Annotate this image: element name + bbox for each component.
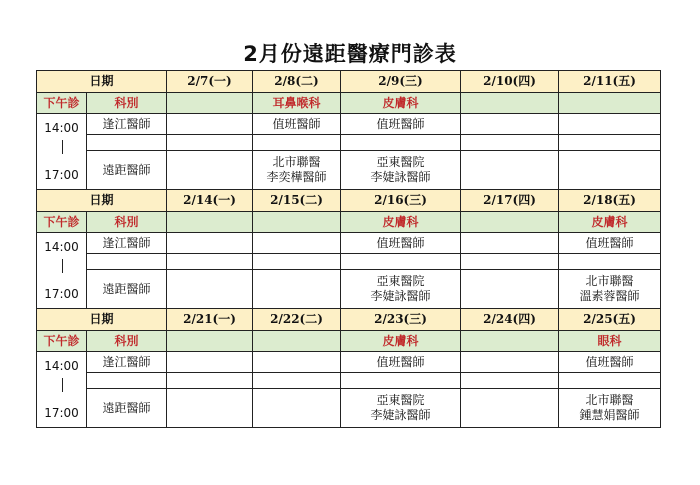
- date-cell: 2/7(一): [167, 71, 253, 93]
- date-row: [37, 190, 661, 212]
- local-row: [37, 352, 661, 373]
- remote-cell: [341, 270, 461, 309]
- spacer-cell: [461, 135, 559, 151]
- remote-cell: [167, 389, 253, 428]
- local-cell: 值班醫師: [341, 352, 461, 373]
- date-label: 日期: [37, 309, 167, 331]
- hospital-name: 亞東醫院: [376, 155, 425, 169]
- spacer-cell: [167, 373, 253, 389]
- spacer-cell: [461, 373, 559, 389]
- dept-label: 科別: [87, 93, 167, 114]
- doctor-name: 溫素蓉醫師: [579, 289, 640, 303]
- date-cell: 2/9(三): [341, 71, 461, 93]
- local-cell: [253, 352, 341, 373]
- remote-cell: [341, 389, 461, 428]
- date-cell: 2/16(三): [341, 190, 461, 212]
- local-cell: 值班醫師: [253, 114, 341, 135]
- remote-cell: [253, 270, 341, 309]
- spacer-cell: [253, 254, 341, 270]
- date-label: 日期: [37, 190, 167, 212]
- local-doctor-label: 逢江醫師: [87, 233, 167, 254]
- time-range: [37, 114, 87, 190]
- date-cell: 2/10(四): [461, 71, 559, 93]
- local-cell: [559, 114, 661, 135]
- dept-cell: 皮膚科: [341, 331, 461, 352]
- time-end: 17:00: [44, 286, 79, 301]
- remote-cell: [167, 270, 253, 309]
- spacer-cell: [341, 135, 461, 151]
- spacer-row: [37, 135, 661, 151]
- remote-cell: [461, 270, 559, 309]
- spacer-row: [37, 373, 661, 389]
- dept-cell: [167, 331, 253, 352]
- date-row: [37, 309, 661, 331]
- spacer-cell: [559, 254, 661, 270]
- date-label: 日期: [37, 71, 167, 93]
- spacer-row: [37, 254, 661, 270]
- remote-row: [37, 270, 661, 309]
- spacer-cell: [253, 135, 341, 151]
- time-end: 17:00: [44, 405, 79, 420]
- remote-doctor-label: 遠距醫師: [87, 151, 167, 190]
- local-cell: 值班醫師: [559, 352, 661, 373]
- remote-cell: [559, 151, 661, 190]
- local-cell: 值班醫師: [341, 233, 461, 254]
- dept-cell: 皮膚科: [341, 93, 461, 114]
- spacer-cell: [87, 254, 167, 270]
- remote-cell: [559, 389, 661, 428]
- local-cell: [253, 233, 341, 254]
- date-cell: 2/15(二): [253, 190, 341, 212]
- spacer-cell: [341, 254, 461, 270]
- dept-cell: [461, 212, 559, 233]
- dept-cell: 耳鼻喉科: [253, 93, 341, 114]
- dept-row: [37, 212, 661, 233]
- dept-row: [37, 331, 661, 352]
- doctor-name: 李婕詠醫師: [370, 408, 431, 422]
- hospital-name: 北市聯醫: [585, 274, 634, 288]
- remote-cell: [341, 151, 461, 190]
- time-divider: [37, 136, 86, 158]
- date-cell: 2/23(三): [341, 309, 461, 331]
- local-cell: [461, 233, 559, 254]
- dept-row: [37, 93, 661, 114]
- time-end: 17:00: [44, 167, 79, 182]
- local-doctor-label: 逢江醫師: [87, 352, 167, 373]
- schedule-table: [36, 70, 661, 428]
- dept-cell: [559, 93, 661, 114]
- spacer-cell: [167, 135, 253, 151]
- local-cell: [167, 114, 253, 135]
- date-cell: 2/22(二): [253, 309, 341, 331]
- time-start: 14:00: [44, 358, 79, 373]
- spacer-cell: [253, 373, 341, 389]
- remote-doctor-label: 遠距醫師: [87, 389, 167, 428]
- spacer-cell: [87, 373, 167, 389]
- date-cell: 2/24(四): [461, 309, 559, 331]
- local-doctor-label: 逢江醫師: [87, 114, 167, 135]
- dept-cell: [167, 212, 253, 233]
- spacer-cell: [167, 254, 253, 270]
- time-start: 14:00: [44, 239, 79, 254]
- local-cell: [461, 114, 559, 135]
- dept-cell: [253, 212, 341, 233]
- remote-row: [37, 389, 661, 428]
- dept-cell: [461, 93, 559, 114]
- date-cell: 2/25(五): [559, 309, 661, 331]
- local-cell: 值班醫師: [341, 114, 461, 135]
- date-cell: 2/21(一): [167, 309, 253, 331]
- time-range: [37, 233, 87, 309]
- dept-cell: 眼科: [559, 331, 661, 352]
- remote-cell: [559, 270, 661, 309]
- session-label: 下午診: [37, 212, 87, 233]
- spacer-cell: [559, 135, 661, 151]
- spacer-cell: [341, 373, 461, 389]
- dept-label: 科別: [87, 331, 167, 352]
- hospital-name: 北市聯醫: [585, 393, 634, 407]
- doctor-name: 李奕樺醫師: [266, 170, 327, 184]
- dept-cell: 皮膚科: [341, 212, 461, 233]
- remote-doctor-label: 遠距醫師: [87, 270, 167, 309]
- time-start: 14:00: [44, 120, 79, 135]
- time-range: [37, 352, 87, 428]
- dept-cell: [461, 331, 559, 352]
- remote-cell: [253, 151, 341, 190]
- remote-cell: [461, 389, 559, 428]
- date-cell: 2/14(一): [167, 190, 253, 212]
- local-cell: [167, 233, 253, 254]
- hospital-name: 亞東醫院: [376, 274, 425, 288]
- spacer-cell: [461, 254, 559, 270]
- spacer-cell: [559, 373, 661, 389]
- remote-cell: [167, 151, 253, 190]
- time-divider: [37, 255, 86, 277]
- date-cell: 2/18(五): [559, 190, 661, 212]
- doctor-name: 李婕詠醫師: [370, 289, 431, 303]
- doctor-name: 鍾慧娟醫師: [579, 408, 640, 422]
- remote-row: [37, 151, 661, 190]
- dept-cell: [167, 93, 253, 114]
- session-label: 下午診: [37, 93, 87, 114]
- remote-cell: [461, 151, 559, 190]
- remote-cell: [253, 389, 341, 428]
- date-cell: 2/11(五): [559, 71, 661, 93]
- dept-label: 科別: [87, 212, 167, 233]
- time-divider: [37, 374, 86, 396]
- doctor-name: 李婕詠醫師: [370, 170, 431, 184]
- local-cell: [167, 352, 253, 373]
- dept-cell: [253, 331, 341, 352]
- dept-cell: 皮膚科: [559, 212, 661, 233]
- date-row: [37, 71, 661, 93]
- page-title: 2月份遠距醫療門診表: [243, 42, 457, 66]
- session-label: 下午診: [37, 331, 87, 352]
- local-cell: 值班醫師: [559, 233, 661, 254]
- local-row: [37, 114, 661, 135]
- date-cell: 2/8(二): [253, 71, 341, 93]
- hospital-name: 亞東醫院: [376, 393, 425, 407]
- local-cell: [461, 352, 559, 373]
- local-row: [37, 233, 661, 254]
- date-cell: 2/17(四): [461, 190, 559, 212]
- hospital-name: 北市聯醫: [272, 155, 321, 169]
- spacer-cell: [87, 135, 167, 151]
